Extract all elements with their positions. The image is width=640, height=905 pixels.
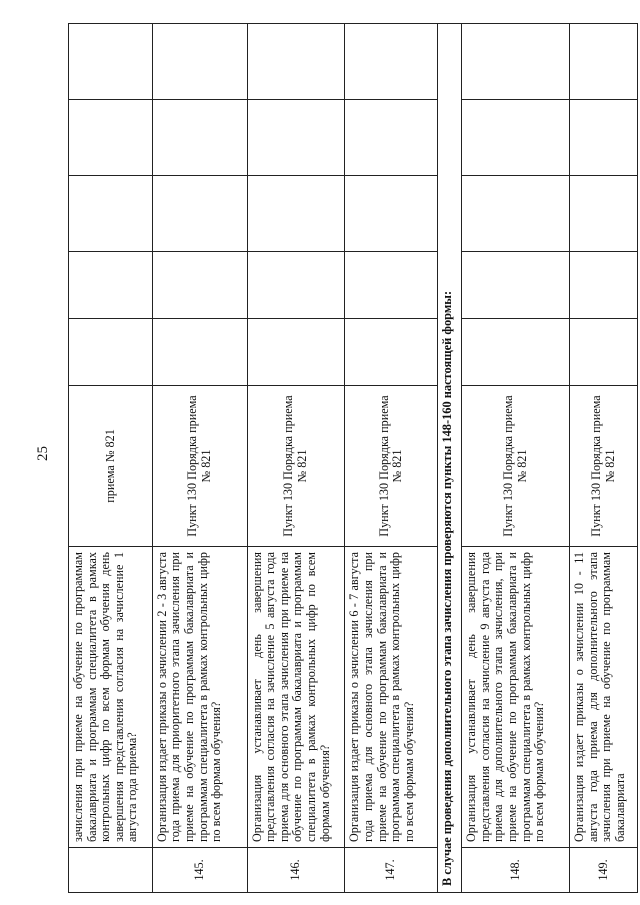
- empty-cell: [345, 319, 438, 386]
- empty-cell: [152, 176, 247, 252]
- row-question: Организация устанавливает день завершения представления согласия на зачисление 5 августа года приема для основного этапа зачисления при приеме на обучение по программам бакалавриата и программам специалитета в рамках контрольных цифр по всем формам обучения?: [247, 547, 345, 848]
- empty-cell: [345, 176, 438, 252]
- empty-cell: [69, 176, 153, 252]
- empty-cell: [247, 252, 345, 319]
- row-number: 148.: [462, 848, 570, 893]
- empty-cell: [462, 252, 570, 319]
- empty-cell: [462, 176, 570, 252]
- table-row: [462, 24, 570, 893]
- row-reference: Пункт 130 Порядка приема № 821: [570, 386, 638, 547]
- empty-cell: [462, 24, 570, 100]
- table-row: [247, 24, 345, 893]
- empty-cell: [247, 176, 345, 252]
- empty-cell: [462, 319, 570, 386]
- empty-cell: [247, 100, 345, 176]
- empty-cell: [69, 319, 153, 386]
- row-reference: Пункт 130 Порядка приема № 821: [345, 386, 438, 547]
- page-number: 25: [35, 446, 51, 461]
- row-question: зачисления при приеме на обучение по программам бакалавриата и программам специалитета в рамках контрольных цифр по всем формам обучения день завершения представления согласия на зачисление 1 августа года приема?: [69, 547, 153, 848]
- empty-cell: [345, 252, 438, 319]
- row-question: Организация устанавливает день завершения представления согласия на зачисление 9 августа года приема для дополнительного этапа зачисления, при приеме на обучение по программам бакалавриата и программам специалитета в рамках контрольных цифр по всем формам обучения?: [462, 547, 570, 848]
- row-reference: приема № 821: [69, 386, 153, 547]
- empty-cell: [69, 24, 153, 100]
- table-row: [152, 24, 247, 893]
- empty-cell: [152, 100, 247, 176]
- empty-cell: [570, 252, 638, 319]
- table-row: [570, 24, 638, 893]
- checklist-table: [68, 23, 638, 893]
- table-row: [69, 24, 153, 893]
- row-question: Организация издает приказы о зачислении 6 - 7 августа года приема для основного этапа зачисления при приеме на обучение по программам бакалавриата и программам специалитета в рамках контрольных цифр по всем формам обучения?: [345, 547, 438, 848]
- row-reference: Пункт 130 Порядка приема № 821: [247, 386, 345, 547]
- row-number: [69, 848, 153, 893]
- row-question: Организация издает приказы о зачислении 10 - 11 августа года приема для дополнительного этапа зачисления при приеме на обучение по программам бакалавриата: [570, 547, 638, 848]
- empty-cell: [247, 24, 345, 100]
- section-heading: В случае проведения дополнительного этапа зачисления проверяются пункты 148-160 настоящей формы:: [437, 24, 461, 893]
- empty-cell: [570, 176, 638, 252]
- empty-cell: [345, 24, 438, 100]
- empty-cell: [462, 100, 570, 176]
- empty-cell: [570, 319, 638, 386]
- empty-cell: [152, 319, 247, 386]
- empty-cell: [345, 100, 438, 176]
- row-number: 147.: [345, 848, 438, 893]
- empty-cell: [247, 319, 345, 386]
- empty-cell: [69, 100, 153, 176]
- empty-cell: [570, 24, 638, 100]
- empty-cell: [152, 252, 247, 319]
- row-reference: Пункт 130 Порядка приема № 821: [462, 386, 570, 547]
- row-number: 149.: [570, 848, 638, 893]
- rotated-page: [68, 83, 638, 893]
- empty-cell: [570, 100, 638, 176]
- empty-cell: [152, 24, 247, 100]
- row-question: Организация издает приказы о зачислении 2 - 3 августа года приема для приоритетного этапа зачисления при приеме на обучение по программам бакалавриата и программам специалитета в рамках контрольных цифр по всем формам обучения?: [152, 547, 247, 848]
- row-reference: Пункт 130 Порядка приема № 821: [152, 386, 247, 547]
- table-row: [345, 24, 438, 893]
- section-row: [437, 24, 461, 893]
- empty-cell: [69, 252, 153, 319]
- row-number: 145.: [152, 848, 247, 893]
- row-number: 146.: [247, 848, 345, 893]
